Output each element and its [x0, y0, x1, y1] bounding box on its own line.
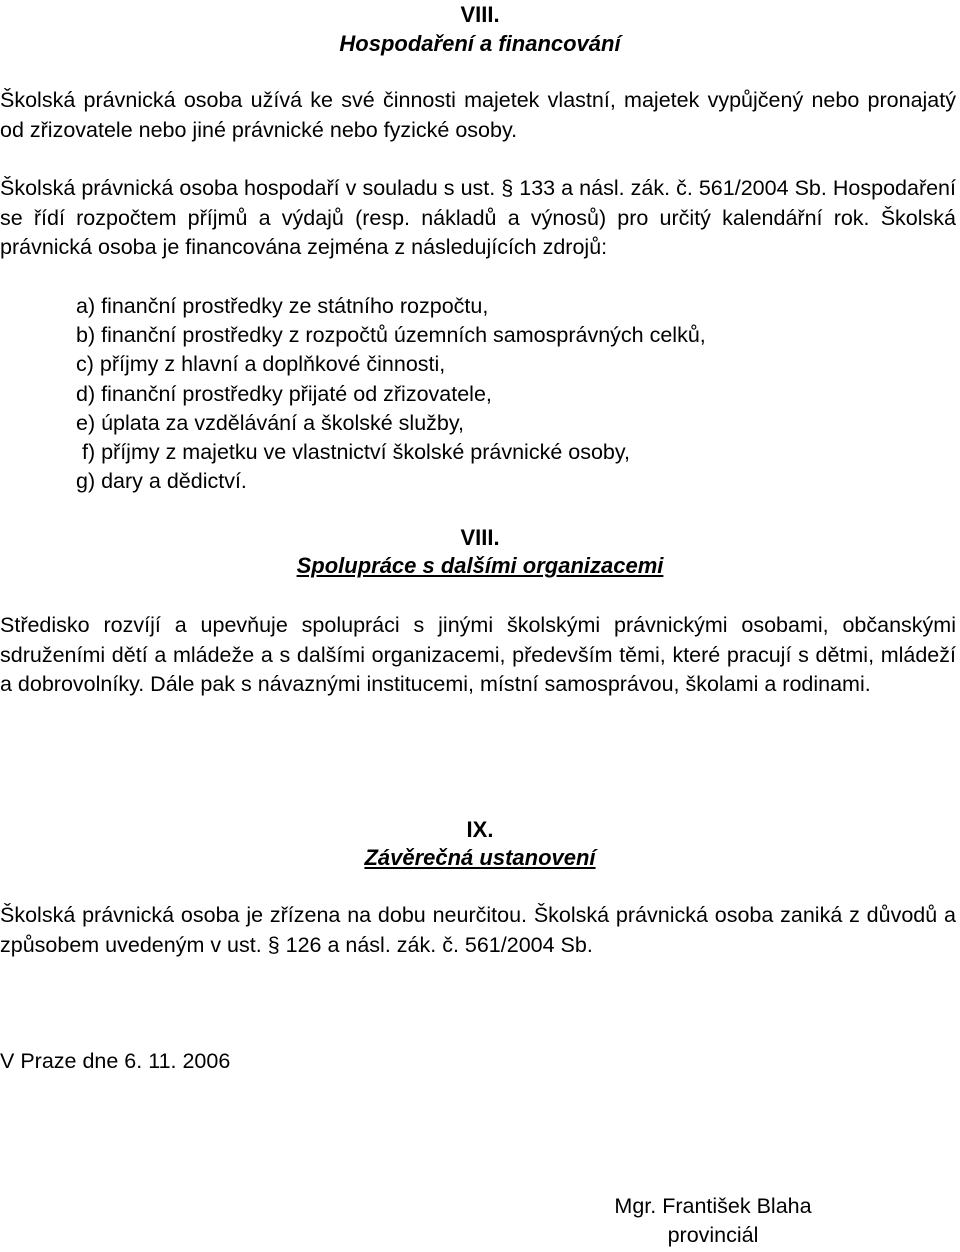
paragraph-cooperation: Středisko rozvíjí a upevňuje spolupráci s jinými školskými právnickými osobami, občanskými sdruženími dětí a mládeže a s dalšími organizacemi, především těmi, které pracují s dětmi, mládeží a dobrovolníky. Dále pak s návaznými institucemi, místní samosprávou, školami a rodinami.: [0, 613, 956, 696]
list-item: f) příjmy z majetku ve vlastnictví školské právnické osoby,: [76, 440, 631, 465]
section-number-hospodareni: VIII.: [460, 2, 500, 27]
list-item: c) příjmy z hlavní a doplňkové činnosti,: [76, 352, 446, 377]
funding-sources-list: [76, 292, 936, 496]
list-item: g) dary a dědictví.: [76, 469, 247, 494]
section-number-zaverecna: IX.: [466, 817, 494, 842]
section-title-spoluprace: [0, 553, 960, 579]
list-item: b) finanční prostředky z rozpočtů územních samosprávných celků,: [76, 323, 706, 348]
section-title-zaverecna: [0, 845, 960, 871]
signature-block: [593, 1192, 833, 1250]
paragraph-final-provisions: Školská právnická osoba je zřízena na dobu neurčitou. Školská právnická osoba zaniká z důvodů a způsobem uvedeným v ust. § 126 a násl. zák. č. 561/2004 Sb.: [0, 903, 956, 957]
signatory-name: Mgr. František Blaha: [614, 1194, 812, 1218]
paragraph-property: Školská právnická osoba užívá ke své činnosti majetek vlastní, majetek vypůjčený nebo pronajatý od zřizovatele nebo jiné právnické nebo fyzické osoby.: [0, 88, 956, 142]
place-date: V Praze dne 6. 11. 2006: [0, 1049, 231, 1073]
paragraph-financing: Školská právnická osoba hospodaří v souladu s ust. § 133 a násl. zák. č. 561/2004 Sb. Hospodaření se řídí rozpočtem příjmů a výdajů (resp. nákladů a výnosů) pro určitý kalendářní rok. Školská právnická osoba je financována zejména z následujících zdrojů:: [0, 176, 956, 259]
signatory-role: provinciál: [667, 1223, 759, 1247]
list-item: e) úplata za vzdělávání a školské služby,: [76, 410, 464, 435]
list-item: d) finanční prostředky přijaté od zřizovatele,: [76, 381, 492, 406]
section-title-text: Spolupráce s dalšími organizacemi: [296, 553, 664, 578]
list-item: a) finanční prostředky ze státního rozpočtu,: [76, 294, 489, 318]
section-title-text: Závěrečná ustanovení: [364, 845, 596, 870]
section-number-spoluprace: VIII.: [460, 525, 500, 550]
section-title-hospodareni: Hospodaření a financování: [339, 31, 621, 56]
